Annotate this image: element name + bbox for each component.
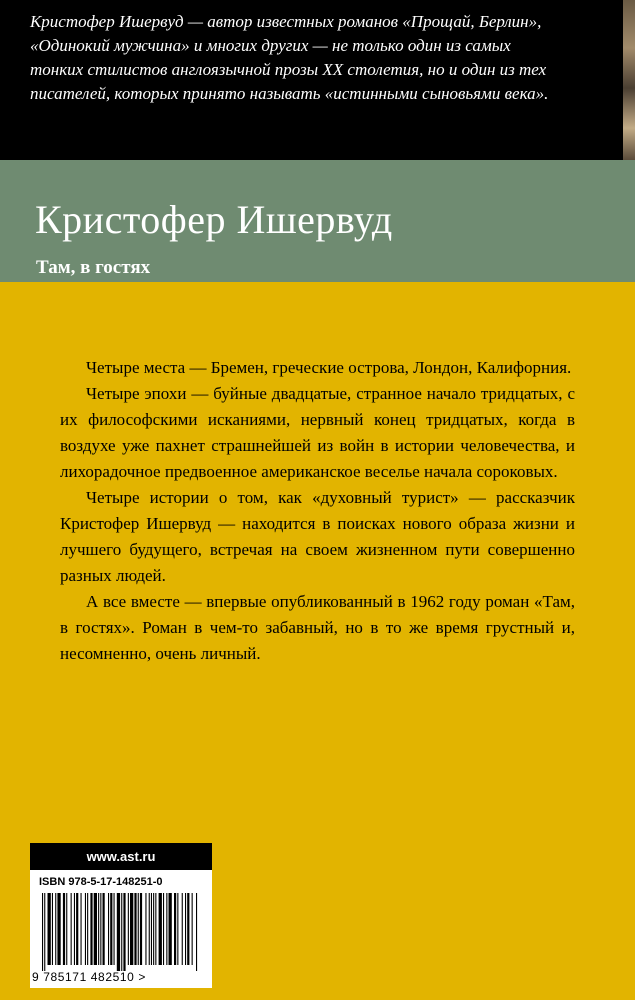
barcode-image bbox=[42, 893, 198, 971]
quote-line: Кристофер Ишервуд — автор известных романов «Прощай, Берлин», bbox=[30, 12, 542, 31]
isbn-block bbox=[30, 870, 212, 988]
annotation-paragraph: Четыре истории о том, как «духовный турист» — рассказчик Кристофер Ишервуд — находится в поисках нового образа жизни и лучшего будущего, встречая на своем жизненном пути совершенно разных людей. bbox=[60, 488, 575, 585]
annotation-paragraph: Четыре места — Бремен, греческие острова, Лондон, Калифорния. bbox=[86, 358, 572, 377]
barcode-digits: 9 785171 482510 > bbox=[32, 970, 146, 984]
quote-panel bbox=[0, 0, 635, 160]
cover-photo-edge bbox=[623, 0, 635, 160]
quote-line: тонких стилистов англоязычной прозы XX столетия, но и один из тех bbox=[30, 60, 547, 79]
annotation-paragraph: Четыре эпохи — буйные двадцатые, странное начало тридцатых, с их философскими исканиями, нервный конец тридцатых, когда в воздухе уже пахнет страшнейшей из войн в истории человечества, и лихорадочное предвоенное американское веселье начала сороковых. bbox=[60, 384, 575, 481]
author-name: Кристофер Ишервуд bbox=[35, 197, 393, 242]
quote-line: писателей, которых принято называть «истинными сыновьями века». bbox=[30, 84, 549, 103]
isbn-label: ISBN 978-5-17-148251-0 bbox=[39, 876, 163, 888]
annotation bbox=[60, 355, 575, 667]
author-quote bbox=[30, 10, 605, 106]
annotation-paragraph: А все вместе — впервые опубликованный в 1962 году роман «Там, в гостях». Роман в чем-то забавный, но в то же время грустный и, несомненно, очень личный. bbox=[60, 592, 575, 663]
quote-line: «Одинокий мужчина» и многих других — не только один из самых bbox=[30, 36, 511, 55]
book-title: Там, в гостях bbox=[36, 257, 151, 278]
publisher-website: www.ast.ru bbox=[30, 843, 212, 870]
